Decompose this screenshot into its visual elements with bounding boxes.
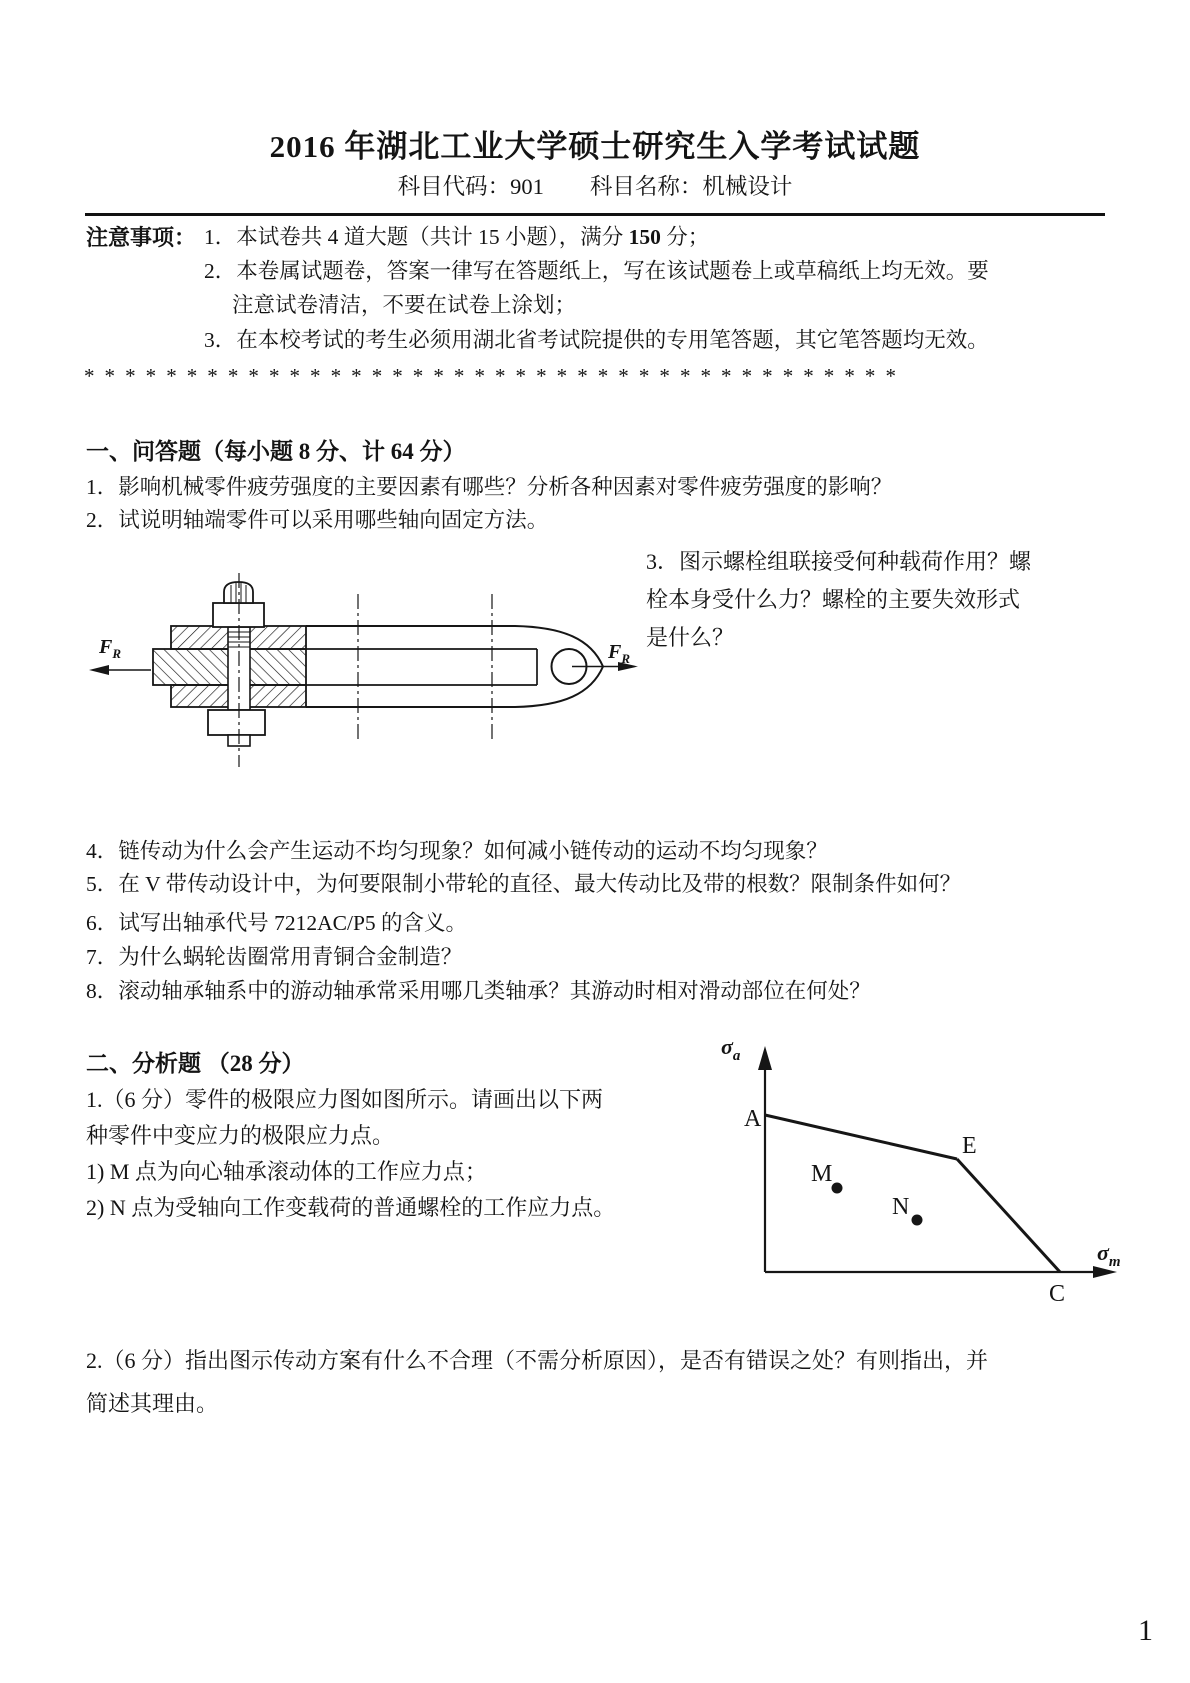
question-3-line-2: 栓本身受什么力？螺栓的主要失效形式 [646,587,1021,612]
limit-line-EC [957,1159,1060,1272]
question-3-line-1: 3．图示螺栓组联接受何种载荷作用？螺 [646,549,1032,574]
analysis-q2-line-1: 2.（6 分）指出图示传动方案有什么不合理（不需分析原因），是否有错误之处？有则指出，并 [86,1348,989,1373]
section-1-heading: 一、问答题（每小题 8 分、计 64 分） [86,439,466,464]
notice-item-1 [204,224,709,251]
notice-item-1-tail: 分； [660,225,710,249]
notice-label: 注意事项： [86,225,197,250]
y-axis-label: $\sigma_a$ [721,1034,741,1064]
question-3-line-3: 是什么？ [646,625,735,650]
subject-code: 科目代码：901 [397,174,544,199]
page-title: 2016 年湖北工业大学硕士研究生入学考试试题 [269,129,921,164]
notice-item-2-line-2: 注意试卷清洁，不要在试卷上涂划； [232,293,577,317]
left-arrowhead [89,665,109,675]
point-N-label: N [892,1194,910,1220]
header-rule [85,213,1105,216]
question-6: 6．试写出轴承代号 7212AC/P5 的含义。 [86,911,468,935]
point-N-dot [912,1215,923,1226]
section-2-heading: 二、分析题 （28 分） [86,1051,305,1076]
subject-line [0,173,1190,201]
figure-limit-stress-diagram [695,1020,1140,1320]
force-label-right: $F_R$ [608,641,631,666]
notice-item-1-score: 150 [628,225,661,249]
analysis-q1-sub-2: 2) N 点为受轴向工作变载荷的普通螺栓的工作应力点。 [86,1195,616,1220]
y-axis-arrowhead [758,1046,772,1070]
point-C-label: C [1049,1281,1066,1307]
limit-line-AE [765,1115,957,1159]
point-A-label: A [744,1106,762,1132]
page-number: 1 [1138,1614,1153,1647]
stars-separator: * * * * * * * * * * * * * * * * * * * * * * * * * * * * * * * * * * * * * * * * [84,364,899,388]
point-M-label: M [811,1161,833,1187]
analysis-q1-line-1: 1.（6 分）零件的极限应力图如图所示。请画出以下两 [86,1087,604,1112]
point-M-dot [832,1183,843,1194]
point-E-label: E [962,1133,977,1159]
question-4: 4．链传动为什么会产生运动不均匀现象？如何减小链传动的运动不均匀现象？ [86,839,828,863]
question-5: 5．在 V 带传动设计中，为何要限制小带轮的直径、最大传动比及带的根数？限制条件如何？ [86,872,962,896]
question-2: 2．试说明轴端零件可以采用哪些轴向固定方法。 [86,508,549,532]
analysis-q1-line-2: 种零件中变应力的极限应力点。 [86,1123,395,1148]
nut [208,710,265,735]
analysis-q1-sub-1: 1) M 点为向心轴承滚动体的工作应力点； [86,1159,487,1184]
figure-bolted-joint [85,537,640,772]
x-axis-label: $\sigma_m$ [1097,1240,1121,1270]
notice-item-1-text: 1．本试卷共 4 道大题（共计 15 小题），满分 [204,225,629,249]
subject-name: 科目名称：机械设计 [589,174,793,199]
force-label-left: $F_R$ [99,636,122,661]
notice-item-3: 3．在本校考试的考生必须用湖北省考试院提供的专用笔答题，其它笔答题均无效。 [204,328,989,352]
question-1: 1．影响机械零件疲劳强度的主要因素有哪些？分析各种因素对零件疲劳强度的影响？ [86,475,893,499]
question-8: 8．滚动轴承轴系中的游动轴承常采用哪几类轴承？其游动时相对滑动部位在何处？ [86,979,871,1003]
analysis-q2-line-2: 简述其理由。 [86,1391,219,1416]
question-7: 7．为什么蜗轮齿圈常用青铜合金制造？ [86,945,463,969]
notice-item-2-line-1: 2．本卷属试题卷，答案一律写在答题纸上，写在该试题卷上或草稿纸上均无效。要 [204,259,989,283]
